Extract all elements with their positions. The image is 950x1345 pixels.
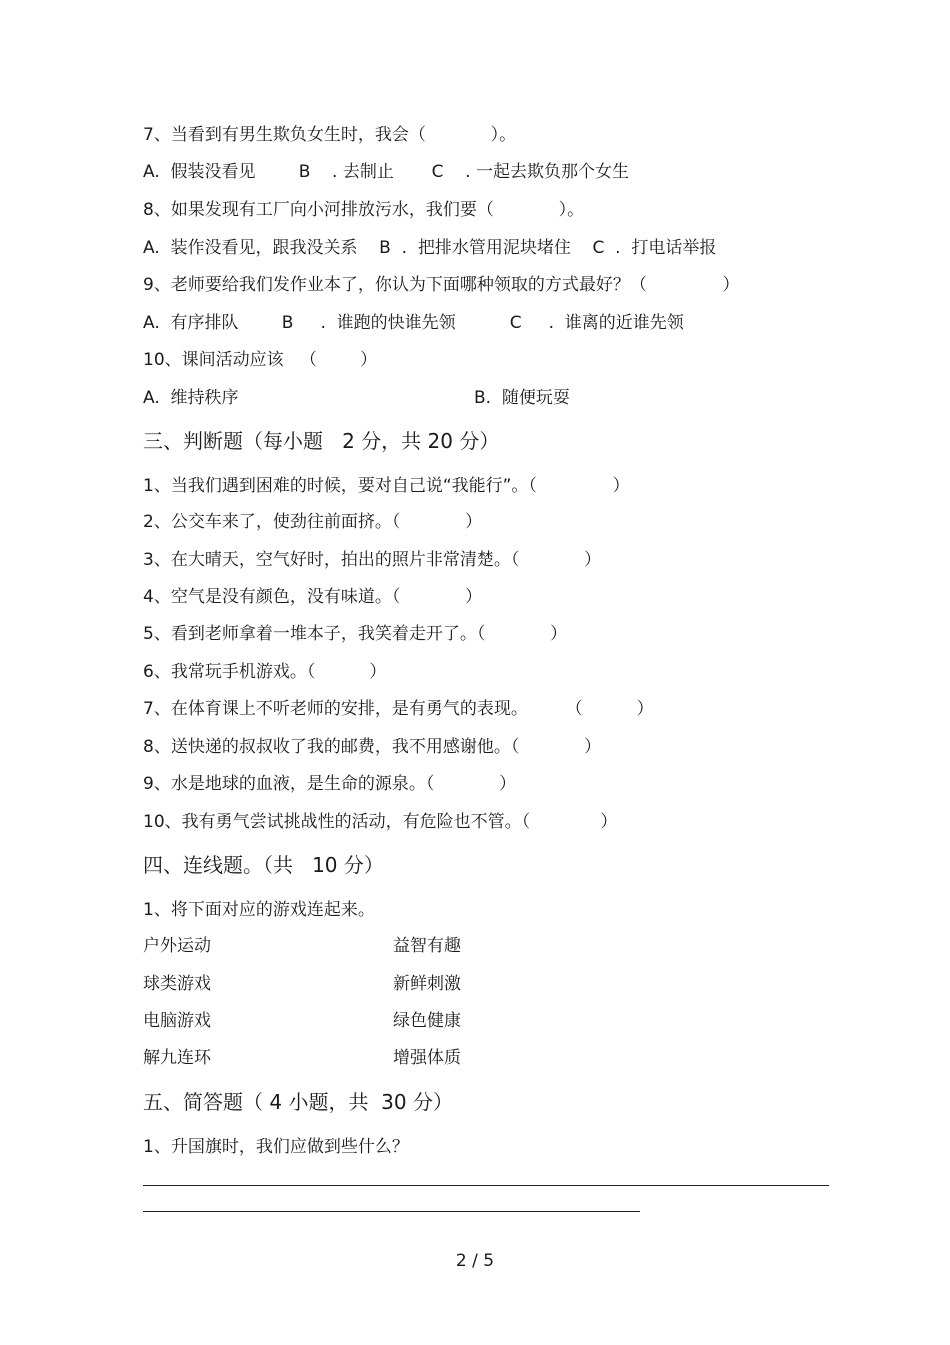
match-left-item: 解九连环 <box>143 1048 211 1068</box>
judge-1: 1、当我们遇到困难的时候，要对自己说“我能行”。（ ） <box>143 476 630 496</box>
judge-6: 6、我常玩手机游戏。（ ） <box>143 662 387 682</box>
section-4-heading: 四、连线题。（共 10 分） <box>143 853 384 877</box>
match-left-item: 电脑游戏 <box>143 1011 211 1031</box>
question-10-option-a: A. 维持秩序 <box>143 388 239 408</box>
question-10-option-b: B. 随便玩耍 <box>474 388 570 408</box>
match-right-item: 增强体质 <box>393 1048 461 1068</box>
page-number: 2 / 5 <box>455 1251 495 1271</box>
judge-8: 8、送快递的叔叔收了我的邮费，我不用感谢他。（ ） <box>143 737 602 757</box>
question-8-options: A. 装作没看见，跟我没关系 B . 把排水管用泥块堵住 C . 打电话举报 <box>143 238 717 258</box>
judge-4: 4、空气是没有颜色，没有味道。（ ） <box>143 587 483 607</box>
question-7-options: A. 假装没看见 B . 去制止 C . 一起去欺负那个女生 <box>143 162 629 182</box>
judge-3: 3、在大晴天，空气好时，拍出的照片非常清楚。（ ） <box>143 550 602 570</box>
match-left-item: 户外运动 <box>143 936 211 956</box>
question-9-options: A. 有序排队 B . 谁跑的快谁先领 C . 谁离的近谁先领 <box>143 313 684 333</box>
match-right-item: 益智有趣 <box>393 936 461 956</box>
answer-line <box>143 1185 829 1186</box>
section-3-heading: 三、判断题（每小题 2 分，共 20 分） <box>143 429 500 453</box>
question-8: 8、如果发现有工厂向小河排放污水，我们要（ ）。 <box>143 200 585 220</box>
judge-7: 7、在体育课上不听老师的安排，是有勇气的表现。 （ ） <box>143 699 654 719</box>
match-left-item: 球类游戏 <box>143 974 211 994</box>
judge-10: 10、我有勇气尝试挑战性的活动，有危险也不管。（ ） <box>143 812 618 832</box>
judge-2: 2、公交车来了，使劲往前面挤。（ ） <box>143 512 483 532</box>
question-10: 10、课间活动应该 （ ） <box>143 350 378 370</box>
match-right-item: 新鲜刺激 <box>393 974 461 994</box>
short-answer-1: 1、升国旗时，我们应做到些什么？ <box>143 1137 409 1157</box>
match-intro: 1、将下面对应的游戏连起来。 <box>143 900 375 920</box>
judge-9: 9、水是地球的血液，是生命的源泉。（ ） <box>143 774 517 794</box>
judge-5: 5、看到老师拿着一堆本子，我笑着走开了。（ ） <box>143 624 568 644</box>
section-5-heading: 五、简答题（ 4 小题，共 30 分） <box>143 1090 453 1114</box>
question-9: 9、老师要给我们发作业本了，你认为下面哪种领取的方式最好？（ ） <box>143 275 740 295</box>
question-7: 7、当看到有男生欺负女生时，我会（ ）。 <box>143 125 517 145</box>
answer-line <box>143 1211 640 1212</box>
match-right-item: 绿色健康 <box>393 1011 461 1031</box>
